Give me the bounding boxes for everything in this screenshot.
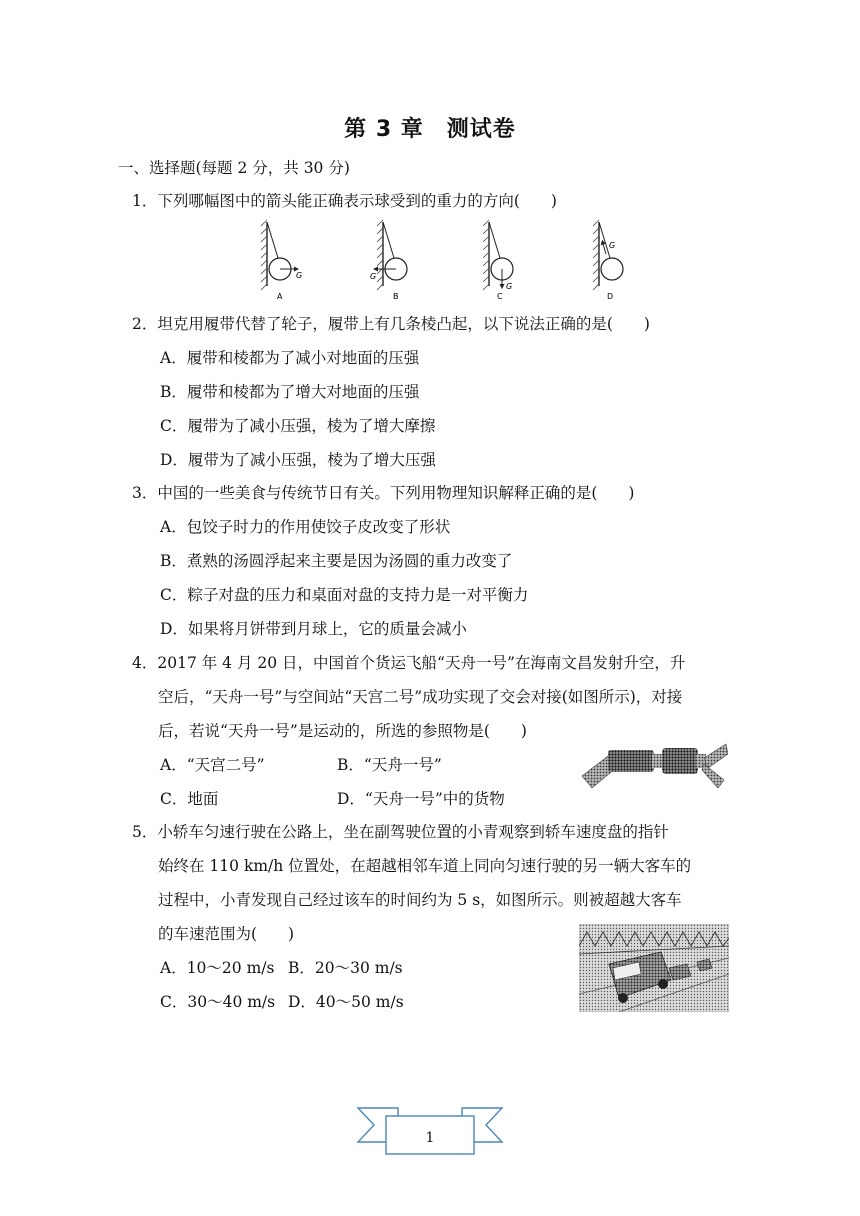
figure-a [261,220,302,301]
force-label-c: G [506,282,513,291]
highway-bus-image [579,924,729,1012]
q2-option-b: B．履带和棱都为了增大对地面的压强 [160,383,420,401]
question-5-line-2: 始终在 110 km/h 位置处，在超越相邻车道上同向匀速行驶的另一辆大客车的 [158,857,692,875]
spacecraft-docking-image [578,738,728,790]
figure-c [483,220,513,301]
q2-option-d: D．履带为了减小压强，棱为了增大压强 [160,451,436,469]
q2-option-c: C．履带为了减小压强，棱为了增大摩擦 [160,417,436,435]
q5-option-d: D．40～50 m/s [288,993,404,1011]
q5-option-a: A．10～20 m/s [160,959,275,977]
page-title: 第 3 章 测试卷 [344,117,516,142]
question-5-line-3: 过程中，小青发现自己经过该车的时间约为 5 s，如图所示。则被超越大客车 [158,891,682,909]
page-number-ribbon [356,1102,504,1164]
question-4-line-2: 空后，“天舟一号”与空间站“天宫二号”成功实现了交会对接(如图所示)，对接 [158,688,683,706]
question-5-line-4: 的车速范围为( ) [158,925,295,943]
q1-figures [250,216,640,308]
question-5-line-1: 5．小轿车匀速行驶在公路上，坐在副驾驶位置的小青观察到轿车速度盘的指针 [132,823,669,841]
q5-option-c: C．30～40 m/s [160,993,276,1011]
q3-option-b: B．煮熟的汤圆浮起来主要是因为汤圆的重力改变了 [160,552,513,570]
section-heading: 一、选择题(每题 2 分，共 30 分) [118,159,350,177]
q4-option-a: A．“天宫二号” [160,756,265,774]
figure-letter-c: C [497,292,503,301]
q4-option-d: D．“天舟一号”中的货物 [337,790,505,808]
question-4-line-3: 后，若说“天舟一号”是运动的，所选的参照物是( ) [158,722,527,740]
question-3-stem: 3．中国的一些美食与传统节日有关。下列用物理知识解释正确的是( ) [132,484,635,502]
q2-option-a: A．履带和棱都为了减小对地面的压强 [160,349,420,367]
question-4-line-1: 4．2017 年 4 月 20 日，中国首个货运飞船“天舟一号”在海南文昌发射升空，升 [132,654,686,672]
figure-d [593,220,623,301]
q3-option-c: C．粽子对盘的压力和桌面对盘的支持力是一对平衡力 [160,586,529,604]
q3-option-d: D．如果将月饼带到月球上，它的质量会减小 [160,620,467,638]
force-label-b: G [370,272,377,281]
question-1-stem: 1．下列哪幅图中的箭头能正确表示球受到的重力的方向( ) [132,192,557,210]
q3-option-a: A．包饺子时力的作用使饺子皮改变了形状 [160,518,451,536]
figure-letter-a: A [277,292,283,301]
q5-option-b: B．20～30 m/s [288,959,403,977]
figure-b [370,220,407,301]
q4-option-c: C．地面 [160,790,219,808]
force-label-a: G [296,271,303,280]
page-number: 1 [425,1130,435,1146]
question-2-stem: 2．坦克用履带代替了轮子，履带上有几条棱凸起，以下说法正确的是( ) [132,315,650,333]
force-label-d: G [609,241,616,250]
figure-letter-b: B [393,292,399,301]
figure-letter-d: D [607,292,614,301]
q4-option-b: B．“天舟一号” [337,756,442,774]
